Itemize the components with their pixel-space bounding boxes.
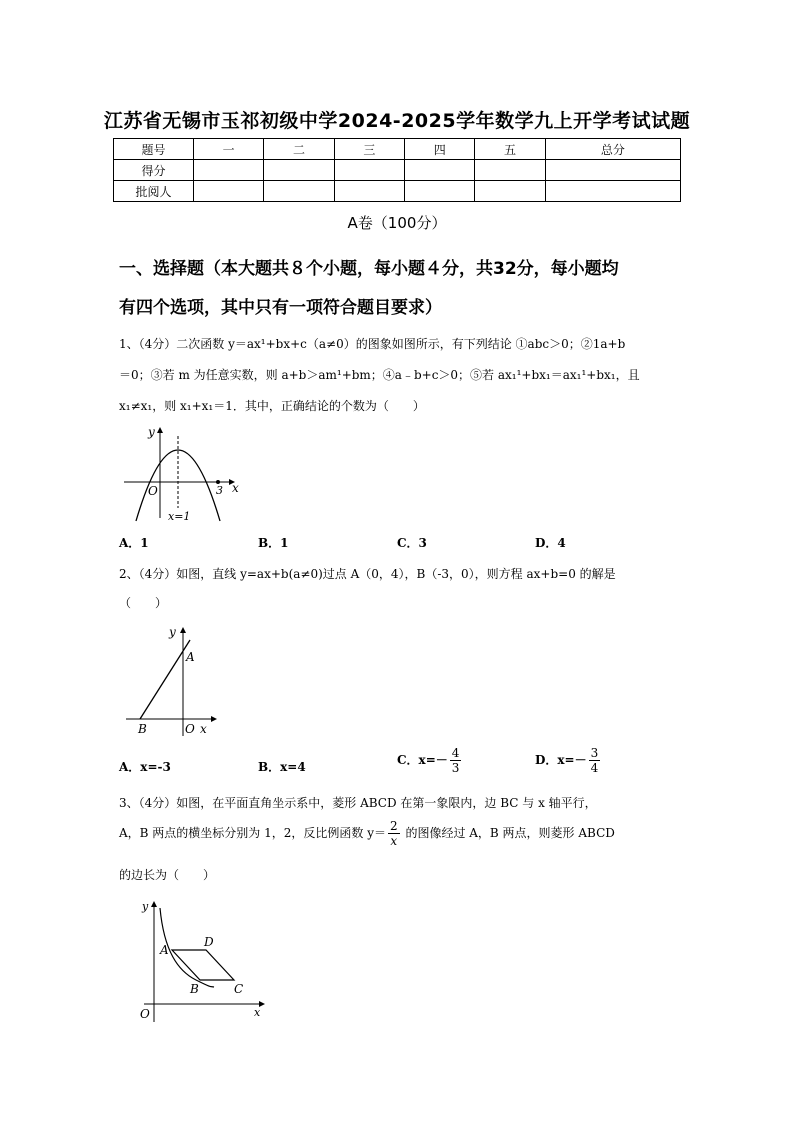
q2-option-d-prefix: D．x=－ — [535, 753, 587, 767]
table-header-cell: 总分 — [545, 139, 680, 160]
q2-option-c-prefix: C．x=－ — [397, 753, 448, 767]
q2-option-c[interactable] — [397, 746, 463, 775]
section-heading-line1: 一、选择题（本大题共８个小题，每小题４分，共32分，每小题均 — [119, 259, 619, 279]
q1-option-b[interactable]: B．1 — [258, 536, 289, 550]
q3-line2-pre: A，B 两点的横坐标分别为 1，2，反比例函数 y＝ — [119, 826, 386, 840]
fraction-numerator: 3 — [590, 746, 599, 760]
q3-a-label: A — [160, 943, 169, 957]
volume-label: A卷（100分） — [347, 214, 447, 232]
q1-axis-label: x=1 — [168, 510, 191, 523]
q2-option-b[interactable]: B．x=4 — [258, 760, 306, 774]
q2-a-label: A — [186, 650, 195, 664]
table-cell[interactable] — [405, 160, 475, 181]
q3-y-label: y — [142, 900, 149, 913]
fraction-denominator: 3 — [451, 761, 460, 775]
page-title: 江苏省无锡市玉祁初级中学2024-2025学年数学九上开学考试试题 — [103, 110, 691, 132]
table-header-cell: 二 — [264, 139, 334, 160]
q3-text-line2 — [119, 819, 615, 848]
table-header-row — [114, 139, 681, 160]
table-header-cell: 一 — [194, 139, 264, 160]
q3-function-fraction — [388, 819, 400, 848]
table-cell[interactable] — [475, 181, 545, 202]
q1-y-label: y — [148, 425, 155, 439]
q3-origin-label: O — [140, 1007, 150, 1021]
table-header-cell: 五 — [475, 139, 545, 160]
q1-parabola-figure — [118, 422, 248, 524]
table-cell[interactable] — [194, 181, 264, 202]
q3-c-label: C — [234, 982, 244, 996]
score-table — [113, 138, 681, 202]
table-cell[interactable] — [405, 181, 475, 202]
q2-option-c-fraction — [450, 746, 462, 775]
q1-x-label: x — [232, 481, 239, 495]
table-cell[interactable] — [545, 160, 680, 181]
q1-origin-label: O — [148, 484, 158, 498]
q3-line2-post: 的图像经过 A，B 两点，则菱形 ABCD — [401, 826, 615, 840]
fraction-denominator: x — [390, 834, 398, 848]
fraction-numerator: 4 — [451, 746, 460, 760]
table-row — [114, 160, 681, 181]
table-row-label: 得分 — [114, 160, 194, 181]
q2-option-d[interactable] — [535, 746, 602, 775]
table-cell[interactable] — [264, 181, 334, 202]
q2-line-figure — [124, 624, 224, 742]
table-cell[interactable] — [264, 160, 334, 181]
q2-origin-label: O — [185, 722, 195, 736]
q2-text-line1: 2、（4分）如图，直线 y=ax+b(a≠0)过点 A（0，4），B（-3，0），则方程 ax+b=0 的解是 — [119, 567, 616, 581]
q3-d-label: D — [204, 935, 214, 949]
q2-text-line2: （ ） — [119, 596, 168, 610]
q2-x-label: x — [200, 722, 207, 736]
q2-option-a[interactable]: A．x=-3 — [119, 760, 171, 774]
table-header-cell: 三 — [334, 139, 404, 160]
fraction-denominator: 4 — [590, 761, 599, 775]
table-cell[interactable] — [194, 160, 264, 181]
q2-y-label: y — [169, 625, 176, 639]
q3-rhombus-figure — [138, 896, 273, 1026]
q1-option-c[interactable]: C．3 — [397, 536, 427, 550]
q1-text-line2: ＝0；③若 m 为任意实数，则 a+b＞am¹+bm；④a﹣b+c＞0；⑤若 ax₁¹+bx₁＝ax₁¹+bx₁，且 — [119, 368, 640, 382]
q1-root-label: 3 — [216, 484, 223, 497]
table-row — [114, 181, 681, 202]
section-heading-line2: 有四个选项，其中只有一项符合题目要求） — [119, 298, 442, 318]
table-cell[interactable] — [475, 160, 545, 181]
q2-b-label: B — [138, 722, 147, 736]
q3-text-line3: 的边长为（ ） — [119, 868, 216, 882]
q3-b-label: B — [190, 982, 199, 996]
q1-text-line3: x₁≠x₁，则 x₁+x₁＝1．其中，正确结论的个数为（ ） — [119, 399, 425, 413]
q1-option-a[interactable]: A．1 — [119, 536, 149, 550]
table-cell[interactable] — [545, 181, 680, 202]
q1-text-line1: 1、（4分）二次函数 y＝ax¹+bx+c（a≠0）的图象如图所示，有下列结论 ①abc＞0；②1a+b — [119, 337, 626, 351]
q3-x-label: x — [254, 1006, 261, 1019]
table-header-cell: 题号 — [114, 139, 194, 160]
q1-option-d[interactable]: D．4 — [535, 536, 566, 550]
table-cell[interactable] — [334, 160, 404, 181]
table-cell[interactable] — [334, 181, 404, 202]
q3-rhombus-abcd — [172, 950, 234, 980]
fraction-numerator: 2 — [389, 819, 398, 833]
table-header-cell: 四 — [405, 139, 475, 160]
q3-text-line1: 3、（4分）如图，在平面直角坐示系中，菱形 ABCD 在第一象限内，边 BC 与 x 轴平行， — [119, 796, 597, 810]
q2-option-d-fraction — [589, 746, 601, 775]
table-row-label: 批阅人 — [114, 181, 194, 202]
